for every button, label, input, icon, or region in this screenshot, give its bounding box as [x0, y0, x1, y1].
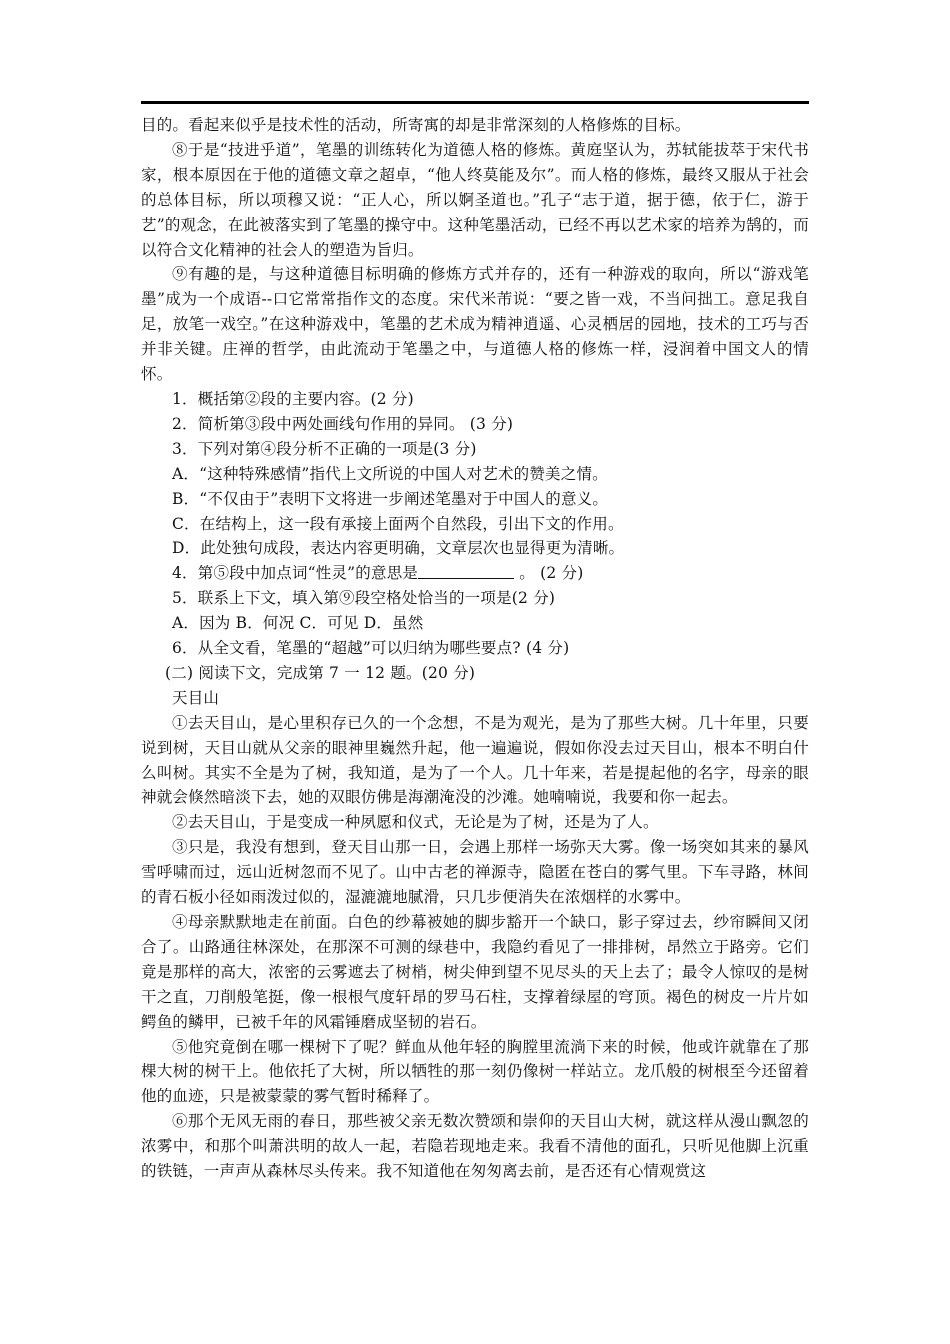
question-3-option-c: C．在结构上，这一段有承接上面两个自然段，引出下文的作用。 [172, 514, 624, 533]
section-2-title: 天目山 [172, 688, 220, 707]
paragraph-9: ⑨有趣的是，与这种道德目标明确的修炼方式并存的，还有一种游戏的取向，所以“游戏笔墨”成为一个成语--口它常常指作文的态度。宋代米芾说：“要之皆一戏，不当问拙工。意足我自足，放笔一戏空。”在这种游戏中，笔墨的艺术成为精神逍遥、心灵栖居的园地，技术的工巧与否并非关键。庄禅的哲学，由此流动于笔墨之中，与道德人格的修炼一样，浸润着中国文人的情怀。 [141, 265, 809, 384]
paragraph-8: ⑧于是“技进乎道”，笔墨的训练转化为道德人格的修炼。黄庭坚认为，苏轼能拔萃于宋代书家，根本原因在于他的道德文章之超卓，“他人终莫能及尔”。而人格的修炼，最终又服从于社会的总体目标，所以项穆又说：“正人心，所以婀圣道也。”孔子“志于道，据于德，依于仁，游于艺”的观念，在此被落实到了笔墨的操守中。这种笔墨活动，已经不再以艺术家的培养为鹄的，而以符合文化精神的社会人的塑造为旨归。 [141, 140, 809, 259]
story-paragraph-3: ③只是，我没有想到，登天目山那一日，会遇上那样一场弥天大雾。像一场突如其来的暴风雪呼啸而过，远山近树忽而不见了。山中古老的禅源寺，隐匿在苍白的雾气里。下车寻路，林间的青石板小径如雨泼过似的，湿漉漉地腻滑，只几步便消失在浓烟样的水雾中。 [141, 838, 809, 907]
question-1: 1．概括第②段的主要内容。(2 分) [172, 389, 414, 408]
story-paragraph-5: ⑤他究竟倒在哪一棵树下了呢？鲜血从他年轻的胸膛里流淌下来的时候，他或许就靠在了那棵大树的树干上。他依托了大树，所以牺牲的那一刻仍像树一样站立。龙爪般的树根至今还留着他的血迹，只是被蒙蒙的雾气暂时稀释了。 [141, 1037, 809, 1106]
story-paragraph-4: ④母亲默默地走在前面。白色的纱幕被她的脚步豁开一个缺口，影子穿过去，纱帘瞬间又闭合了。山路通往林深处，在那深不可测的绿巷中，我隐约看见了一排排树，昂然立于路旁。它们竟是那样的高大，浓密的云雾遮去了树梢，树尖伸到望不见尽头的天上去了；最令人惊叹的是树干之直，刀削般笔挺，像一根根气度轩昂的罗马石柱，支撑着绿屋的穹顶。褐色的树皮一片片如鳄鱼的鳞甲，已被千年的风霜锤磨成坚韧的岩石。 [141, 913, 809, 1031]
paragraph-7-tail: 目的。看起来似乎是技术性的活动，所寄寓的却是非常深刻的人格修炼的目标。 [141, 116, 691, 134]
question-4 [141, 561, 809, 586]
question-5-options: A．因为 B．何况 C．可见 D．虽然 [172, 614, 424, 633]
story-paragraph-2: ②去天目山，于是变成一种夙愿和仪式，无论是为了树，还是为了人。 [172, 813, 659, 832]
question-3-option-d: D．此处独句成段，表达内容更明确，文章层次也显得更为清晰。 [172, 539, 625, 558]
question-4-text: 4．第⑤段中加点词“性灵”的意思是 [172, 564, 419, 583]
header-rule [141, 101, 809, 104]
question-3-option-b: B．“不仅由于”表明下文将进一步阐述笔墨对于中国人的意义。 [172, 489, 609, 508]
document-body [141, 113, 809, 1184]
question-3: 3．下列对第④段分析不正确的一项是(3 分) [172, 439, 477, 458]
story-paragraph-1: ①去天目山，是心里积存已久的一个念想，不是为观光，是为了那些大树。几十年里，只要说到树，天目山就从父亲的眼神里巍然升起，他一遍遍说，假如你没去过天目山，根本不明白什么叫树。其实不全是为了树，我知道，是为了一个人。几十年来，若是提起他的名字，母亲的眼神就会倏然暗淡下去，她的双眼仿佛是海潮淹没的沙滩。她喃喃说，我要和你一起去。 [141, 713, 809, 807]
question-4-score: 。 (2 分) [514, 564, 584, 583]
question-6: 6．从全文看，笔墨的“超越”可以归纳为哪些要点? (4 分) [172, 639, 570, 658]
section-2-header: (二) 阅读下文，完成第 7 一 12 题。(20 分) [165, 663, 476, 682]
story-paragraph-6: ⑥那个无风无雨的春日，那些被父亲无数次赞颂和崇仰的天目山大树，就这样从漫山飘忽的浓雾中，和那个叫萧洪明的故人一起，若隐若现地走来。我看不清他的面孔，只听见他脚上沉重的铁链，一声声从森林尽头传来。我不知道他在匆匆离去前，是否还有心情观赏这 [141, 1112, 809, 1181]
question-2: 2．简析第③段中两处画线句作用的异同。 (3 分) [172, 414, 514, 433]
question-5: 5．联系上下文，填入第⑨段空格处恰当的一项是(2 分) [172, 589, 556, 608]
answer-blank [418, 564, 514, 579]
question-3-option-a: A．“这种特殊感情”指代上文所说的中国人对艺术的赞美之情。 [172, 464, 608, 483]
